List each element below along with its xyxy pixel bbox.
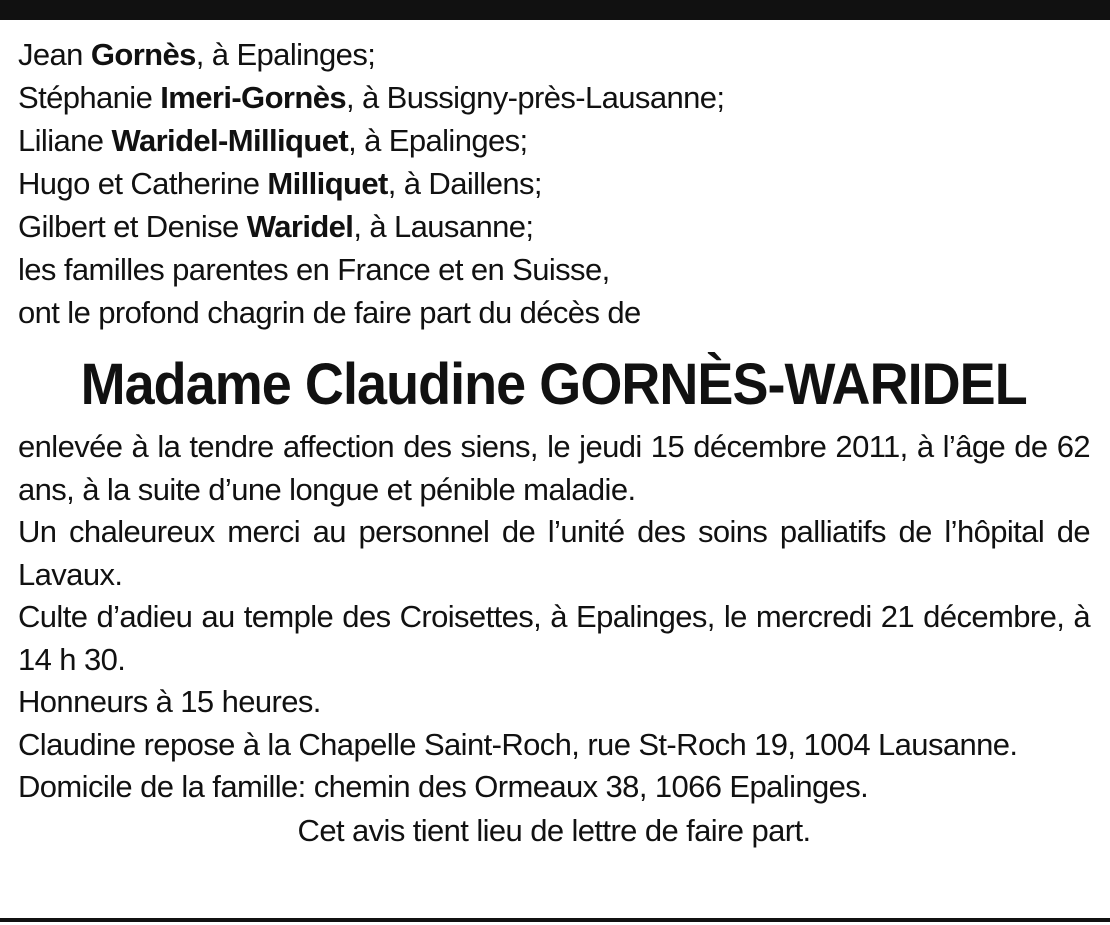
mourner-surname: Imeri-Gornès: [160, 80, 346, 115]
mourner-surname: Waridel-Milliquet: [111, 123, 349, 158]
mourner-surname: Waridel: [246, 209, 354, 244]
announcement-line: ont le profond chagrin de faire part du décès de: [18, 295, 641, 330]
closing-note: Cet avis tient lieu de lettre de faire part.: [297, 812, 811, 848]
repose-paragraph: Claudine repose à la Chapelle Saint-Roch, rue St-Roch 19, 1004 Lausanne.: [18, 726, 1018, 762]
mourner-first-name: Jean: [18, 37, 91, 72]
mourner-surname: Milliquet: [267, 166, 388, 201]
domicile-paragraph: Domicile de la famille: chemin des Ormeaux 38, 1066 Epalinges.: [18, 769, 869, 804]
mourner-place: , à Epalinges;: [348, 123, 528, 158]
obituary-notice: [18, 33, 1090, 852]
deceased-name-heading: [18, 342, 1090, 426]
mourner-first-name: Gilbert et Denise: [18, 209, 247, 244]
mourner-line-3: [18, 119, 1090, 162]
service-paragraph: Culte d’adieu au temple des Croisettes, à Epalinges, le mercredi 21 décembre, à 14 h 30.: [18, 599, 1090, 677]
mourner-place: , à Daillens;: [387, 166, 542, 201]
mourner-line-1: [18, 33, 1090, 76]
families-line: les familles parentes en France et en Suisse,: [18, 252, 610, 287]
honours-paragraph: Honneurs à 15 heures.: [18, 684, 321, 719]
mourner-place: , à Lausanne;: [353, 209, 534, 244]
mourner-first-name: Liliane: [18, 123, 112, 158]
mourner-line-2: [18, 76, 1090, 119]
mourner-place: , à Epalinges;: [195, 37, 376, 72]
mourner-first-name: Stéphanie: [18, 80, 161, 115]
mourner-place: , à Bussigny-près-Lausanne;: [345, 80, 725, 115]
mourner-first-name: Hugo et Catherine: [18, 166, 268, 201]
mourner-line-4: [18, 162, 1090, 205]
deceased-name: Madame Claudine GORNÈS-WARIDEL: [80, 351, 1028, 417]
mourner-surname: Gornès: [90, 37, 196, 72]
top-border-rule: [0, 0, 1110, 20]
bottom-border-rule: [0, 918, 1110, 922]
mourner-line-5: [18, 205, 1090, 248]
passing-paragraph: enlevée à la tendre affection des siens, le jeudi 15 décembre 2011, à l’âge de 62 ans, à la suite d’une longue et pénible maladie.: [18, 429, 1090, 507]
thanks-paragraph: Un chaleureux merci au personnel de l’unité des soins palliatifs de l’hôpital de Lavaux.: [18, 514, 1090, 592]
